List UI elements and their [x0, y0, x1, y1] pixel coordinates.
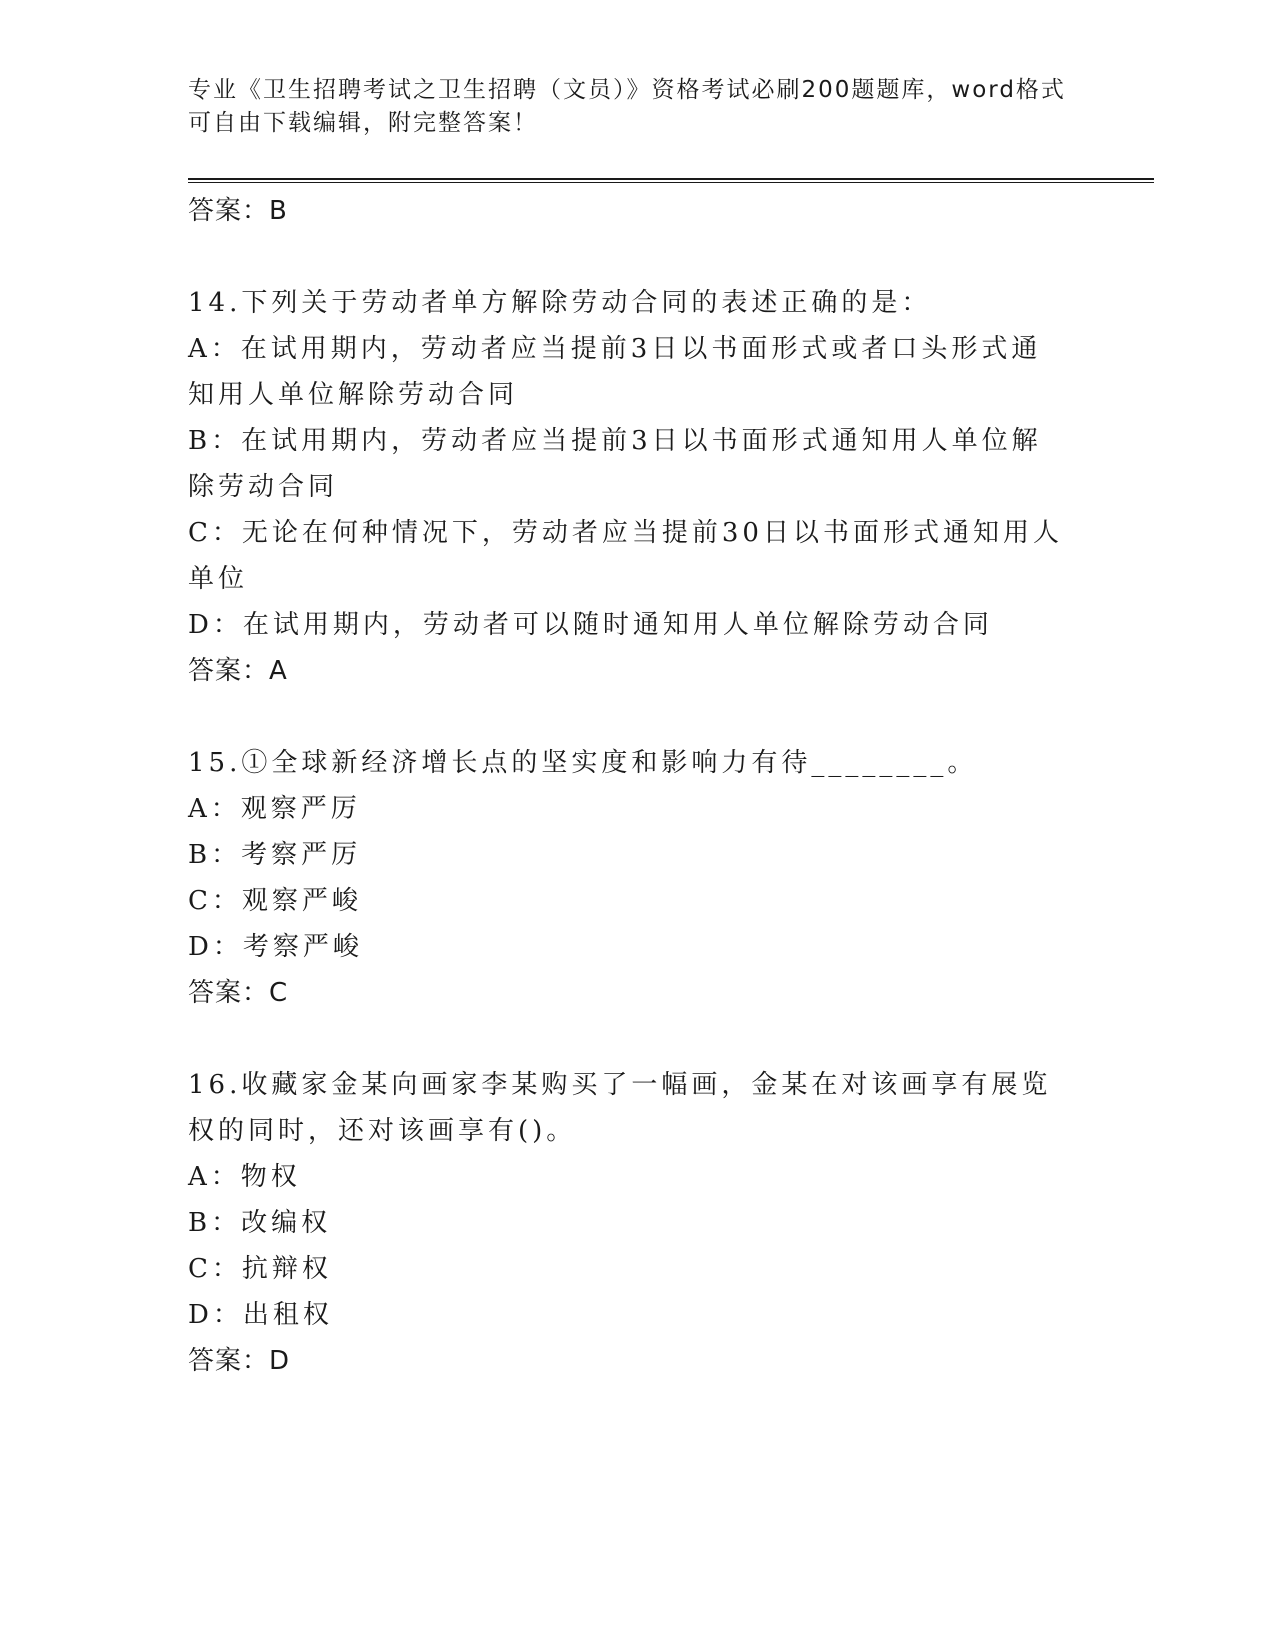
- option-a: A：物权: [188, 1162, 301, 1192]
- question-16: [188, 1062, 1088, 1384]
- option-d: D：在试用期内，劳动者可以随时通知用人单位解除劳动合同: [188, 610, 993, 640]
- option-b: B：考察严厉: [188, 840, 362, 870]
- option-a: A：在试用期内，劳动者应当提前3日以书面形式或者口头形式通知用人单位解除劳动合同: [188, 334, 1042, 410]
- previous-answer: 答案：B: [188, 196, 288, 226]
- option-c: C：观察严峻: [188, 886, 362, 916]
- question-list: [188, 188, 1088, 1384]
- header-divider: [188, 178, 1154, 183]
- question-14: [188, 280, 1088, 694]
- question-stem: 15.①全球新经济增长点的坚实度和影响力有待________。: [188, 748, 978, 778]
- question-15: [188, 740, 1088, 1016]
- document-header: 专业《卫生招聘考试之卫生招聘（文员）》资格考试必刷200题题库，word格式可自由下载编辑，附完整答案！: [188, 77, 1066, 136]
- option-d: D：考察严峻: [188, 932, 363, 962]
- option-a: A：观察严厉: [188, 794, 361, 824]
- option-c: C：无论在何种情况下，劳动者应当提前30日以书面形式通知用人单位: [188, 518, 1063, 594]
- answer: 答案：C: [188, 978, 289, 1008]
- answer: 答案：A: [188, 656, 288, 686]
- answer: 答案：D: [188, 1346, 291, 1376]
- option-c: C：抗辩权: [188, 1254, 332, 1284]
- option-b: B：改编权: [188, 1208, 332, 1238]
- option-d: D：出租权: [188, 1300, 333, 1330]
- question-stem: 14.下列关于劳动者单方解除劳动合同的表述正确的是：: [188, 288, 932, 318]
- option-b: B：在试用期内，劳动者应当提前3日以书面形式通知用人单位解除劳动合同: [188, 426, 1042, 502]
- question-stem: 16.收藏家金某向画家李某购买了一幅画，金某在对该画享有展览权的同时，还对该画享有()。: [188, 1070, 1052, 1146]
